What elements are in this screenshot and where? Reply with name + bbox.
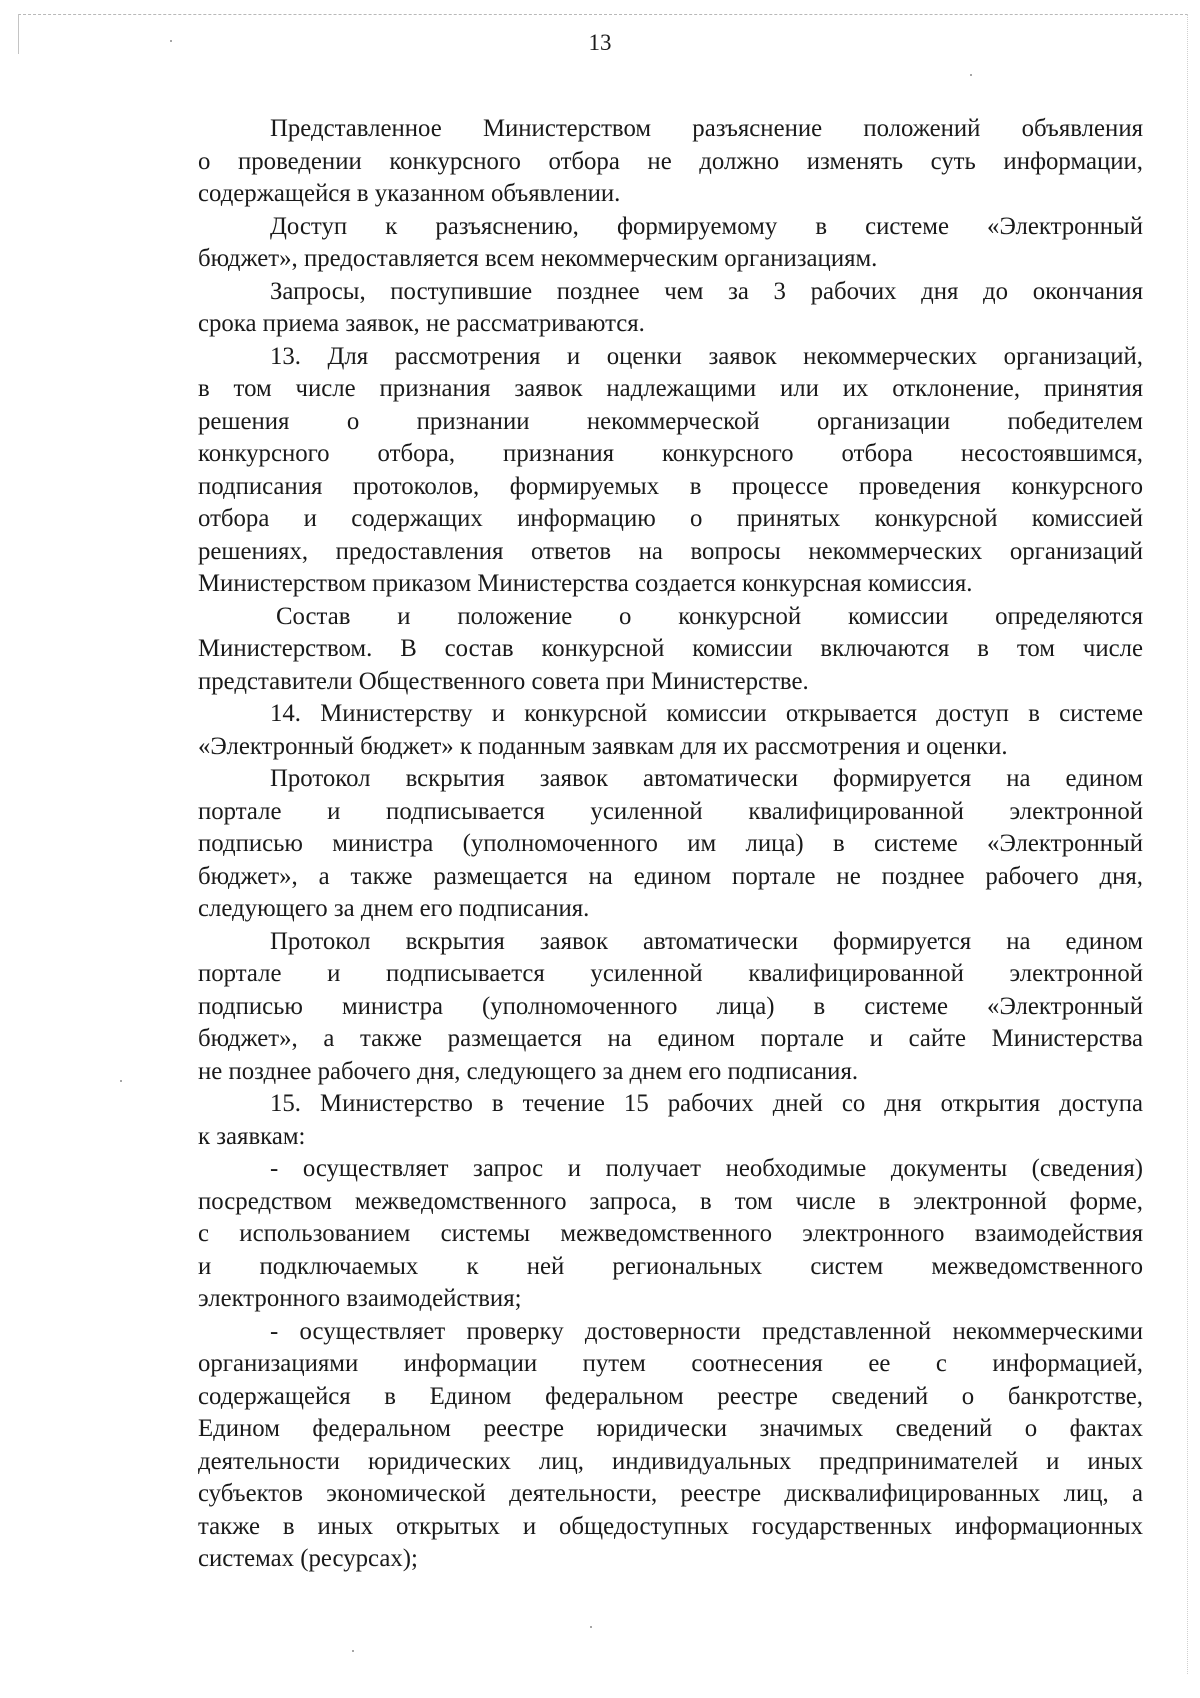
text-line: Министерством. В состав конкурсной комиссии включаются в том числе: [198, 635, 1143, 662]
text-line: и подключаемых к ней региональных систем межведомственного: [198, 1252, 1143, 1280]
text-line: Доступ к разъяснению, формируемому в системе «Электронный: [270, 212, 1143, 240]
text-line: срока приема заявок, не рассматриваются.: [198, 310, 645, 337]
text-line: 13. Для рассмотрения и оценки заявок некоммерческих организаций,: [270, 342, 1143, 370]
text-line: содержащейся в указанном объявлении.: [198, 180, 621, 207]
text-line: также в иных открытых и общедоступных государственных информационных: [198, 1512, 1143, 1540]
scan-speck: [970, 74, 972, 76]
text-line: посредством межведомственного запроса, в том числе в электронной форме,: [198, 1187, 1143, 1215]
text-line: подписания протоколов, формируемых в процессе проведения конкурсного: [198, 472, 1143, 500]
scan-speck: [590, 1626, 592, 1628]
text-line: Представленное Министерством разъяснение положений объявления: [270, 115, 1143, 142]
text-line: системах (ресурсах);: [198, 1545, 418, 1572]
text-line: Едином федеральном реестре юридически значимых сведений о фактах: [198, 1415, 1143, 1442]
text-line: 14. Министерству и конкурсной комиссии открывается доступ в системе: [270, 700, 1143, 727]
scan-border-right: [1187, 14, 1188, 1674]
text-line: к заявкам:: [198, 1122, 306, 1150]
text-line: - осуществляет проверку достоверности представленной некоммерческими: [270, 1317, 1143, 1345]
text-line: о проведении конкурсного отбора не должно изменять суть информации,: [198, 147, 1143, 175]
text-line: «Электронный бюджет» к поданным заявкам для их рассмотрения и оценки.: [198, 732, 1008, 760]
text-line: Запросы, поступившие позднее чем за 3 рабочих дня до окончания: [270, 277, 1143, 305]
text-line: подписью министра (уполномоченного лица) в системе «Электронный: [198, 992, 1143, 1020]
text-line: бюджет», а также размещается на едином портале и сайте Министерства: [198, 1025, 1143, 1052]
text-line: решениях, предоставления ответов на вопросы некоммерческих организаций: [198, 537, 1143, 565]
text-line: конкурсного отбора, признания конкурсного отбора несостоявшимся,: [198, 440, 1143, 467]
scan-speck: [352, 1650, 354, 1652]
text-line: 15. Министерство в течение 15 рабочих дней со дня открытия доступа: [270, 1090, 1143, 1117]
text-line: портале и подписывается усиленной квалифицированной электронной: [198, 797, 1143, 825]
text-line: содержащейся в Едином федеральном реестре сведений о банкротстве,: [198, 1382, 1143, 1410]
text-line: решения о признании некоммерческой организации победителем: [198, 407, 1143, 435]
text-line: электронного взаимодействия;: [198, 1285, 522, 1312]
text-line: субъектов экономической деятельности, реестре дисквалифицированных лиц, а: [198, 1480, 1143, 1507]
page-number: 13: [588, 30, 612, 55]
text-line: - осуществляет запрос и получает необходимые документы (сведения): [270, 1155, 1143, 1182]
document-body: [198, 113, 1143, 1576]
text-line: организациями информации путем соотнесения ее с информацией,: [198, 1350, 1143, 1377]
text-line: Протокол вскрытия заявок автоматически формируется на едином: [270, 927, 1143, 955]
text-line: подписью министра (уполномоченного им лица) в системе «Электронный: [198, 830, 1143, 857]
text-line: в том числе признания заявок надлежащими или их отклонение, принятия: [198, 375, 1143, 402]
text-line: представители Общественного совета при Министерстве.: [198, 667, 809, 695]
text-line: бюджет», предоставляется всем некоммерческим организациям.: [198, 245, 878, 272]
text-line: бюджет», а также размещается на едином портале не позднее рабочего дня,: [198, 862, 1143, 890]
scan-speck: [120, 1080, 122, 1082]
scan-border-top: [18, 14, 1188, 15]
text-line: Состав и положение о конкурсной комиссии определяются: [276, 602, 1143, 630]
text-line: портале и подписывается усиленной квалифицированной электронной: [198, 960, 1143, 987]
text-line: Протокол вскрытия заявок автоматически формируется на едином: [270, 765, 1143, 792]
text-line: с использованием системы межведомственного электронного взаимодействия: [198, 1220, 1143, 1247]
text-line: отбора и содержащих информацию о принятых конкурсной комиссией: [198, 505, 1143, 532]
text-line: деятельности юридических лиц, индивидуальных предпринимателей и иных: [198, 1447, 1143, 1475]
text-line: не позднее рабочего дня, следующего за днем его подписания.: [198, 1057, 859, 1085]
text-line: следующего за днем его подписания.: [198, 895, 590, 922]
text-line: Министерством приказом Министерства создается конкурсная комиссия.: [198, 570, 973, 597]
